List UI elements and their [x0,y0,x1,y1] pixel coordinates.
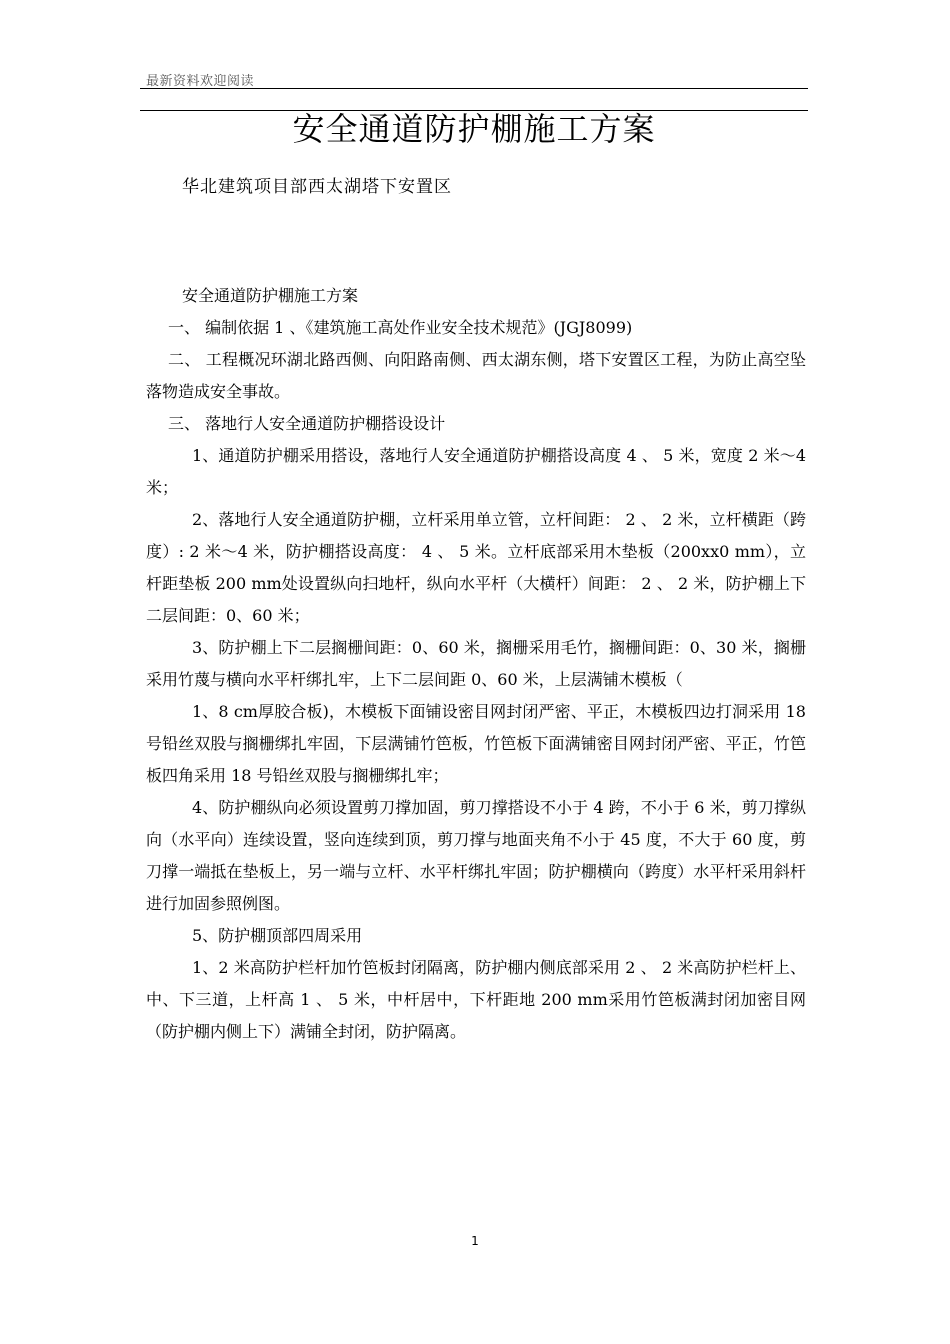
page-header-text: 最新资料欢迎阅读 [146,74,255,89]
paragraph: 4、防护棚纵向必须设置剪刀撑加固，剪刀撑搭设不小于 4 跨，不小于 6 米，剪刀撑纵向（水平向）连续设置，竖向连续到顶，剪刀撑与地面夹角不小于 45 度，不大于 60 度，剪刀撑一端抵在垫板上，另一端与立杆、水平杆绑扎牢固；防护棚横向（跨度）水平杆采用斜杆进行加固参照例图。 [146,798,806,913]
paragraph: 1、2 米高防护栏杆加竹笆板封闭隔离，防护棚内侧底部采用 2 、 2 米高防护栏杆上、中、下三道，上杆高 1 、 5 米，中杆居中，下杆距地 200 mm采用竹笆板满封闭加密目网（防护棚内侧上下）满铺全封闭，防护隔离。 [146,958,806,1041]
paragraph: 安全通道防护棚施工方案 [182,286,359,305]
header-rule [140,88,808,89]
paragraph: 2、落地行人安全通道防护棚，立杆采用单立管，立杆间距： 2 、 2 米，立杆横距（跨度）: 2 米～4 米，防护棚搭设高度： 4 、 5 米。立杆底部采用木垫板（200xx0 mm），立杆距垫板 200 mm处设置纵向扫地杆，纵向水平杆（大横杆）间距： 2 、 2 米，防护棚上下二层间距：0、60 米； [146,510,806,625]
paragraph: 1、8 cm厚胶合板)，木模板下面铺设密目网封闭严密、平正，木模板四边打洞采用 18 号铅丝双股与搁栅绑扎牢固，下层满铺竹笆板，竹笆板下面满铺密目网封闭严密、平正，竹笆板四角采用 18 号铅丝双股与搁栅绑扎牢； [146,702,806,785]
page-number: 1 [471,1234,479,1248]
paragraph: 1、通道防护棚采用搭设，落地行人安全通道防护棚搭设高度 4 、 5 米，宽度 2 米～4 米； [146,446,806,497]
paragraph: 二、 工程概况环湖北路西侧、向阳路南侧、西太湖东侧，塔下安置区工程，为防止高空坠落物造成安全事故。 [146,350,806,401]
paragraph: 3、防护棚上下二层搁栅间距：0、60 米，搁栅采用毛竹，搁栅间距：0、30 米，搁栅采用竹蔑与横向水平杆绑扎牢，上下二层间距 0、60 米，上层满铺木模板（ [146,638,806,689]
paragraph: 三、 落地行人安全通道防护棚搭设设计 [168,414,446,433]
document-title: 安全通道防护棚施工方案 [292,110,656,148]
document-subtitle: 华北建筑项目部西太湖塔下安置区 [182,177,452,197]
paragraph: 5、防护棚顶部四周采用 [192,926,363,945]
paragraph: 一、 编制依据 1 、《建筑施工高处作业安全技术规范》(JGJ8099) [168,318,633,337]
document-body [146,280,806,1048]
